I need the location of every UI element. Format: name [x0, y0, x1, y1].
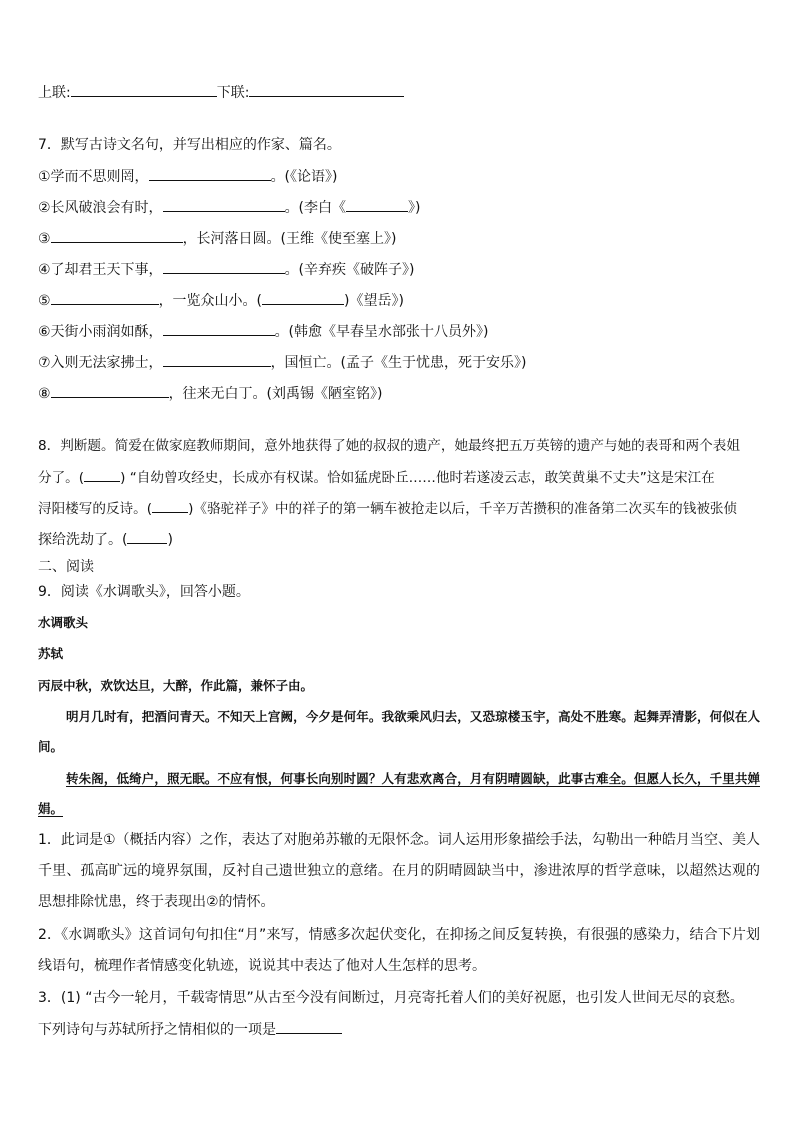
q7-item-7-blank[interactable]: [163, 352, 271, 367]
q8-answer-blank-1[interactable]: [84, 467, 120, 482]
lower-couplet-blank[interactable]: [249, 82, 404, 97]
q7-item-6-blank[interactable]: [163, 321, 275, 336]
couplet-line: [38, 82, 404, 103]
upper-couplet-blank[interactable]: [71, 82, 217, 97]
q7-item-7-pre: ⑦入则无法家拂士，: [38, 355, 163, 371]
lower-couplet-label: 下联:: [216, 85, 250, 101]
q7-item-4-blank[interactable]: [163, 259, 285, 274]
q7-item-1-post: 。(《论语》): [270, 169, 338, 185]
subquestion-3-answer-blank[interactable]: [276, 1019, 342, 1034]
subquestion-3-line-1: 3．(1) “古今一轮月，千载寄情思”从古至今没有间断过，月亮寄托着人们的美好祝愿，也引发人世间无尽的哀愁。: [38, 990, 744, 1006]
q8-answer-blank-3[interactable]: [127, 529, 167, 544]
q7-item-5-post2: )《望岳》): [344, 293, 404, 309]
subquestion-3-line-2: [38, 1019, 342, 1040]
q7-item-1-pre: ①学而不思则罔，: [38, 169, 149, 185]
q7-item-8-blank[interactable]: [51, 383, 169, 398]
q8-line-3b: )《骆驼祥子》中的祥子的第一辆车被抢走以后，千辛万苦攒积的准备第二次买车的钱被张侦: [188, 501, 738, 517]
q8-answer-blank-2[interactable]: [152, 498, 188, 513]
q7-item-7-post: ，国恒亡。(孟子《生于忧患，死于安乐》): [270, 355, 527, 371]
subquestion-2: 2．《水调歌头》这首词句句扣住“月”来写，情感多次起伏变化，在抑扬之间反复转换，有很强的感染力，结合下片划线语句，梳理作者情感变化轨迹，说说其中表达了他对人生怎样的思考。: [38, 927, 760, 974]
section-reading-heading: 二、阅读: [38, 559, 94, 575]
poem-stanza-2-underlined: 转朱阁，低绮户，照无眠。不应有恨，何事长向别时圆？人有悲欢离合，月有阴晴圆缺，此事古难全。但愿人长久，千里共婵娟。: [38, 771, 760, 816]
q7-item-3: [38, 228, 397, 249]
q7-title: 7．默写古诗文名句，并写出相应的作家、篇名。: [38, 137, 341, 153]
q7-item-4-pre: ④了却君王天下事，: [38, 262, 163, 278]
q7-item-2-title-blank[interactable]: [346, 197, 408, 212]
poem-stanza-2: [38, 764, 760, 824]
q7-item-2-post: 。(李白《: [284, 200, 347, 216]
q8-line-1: 8．判断题。简爱在做家庭教师期间，意外地获得了她的叔叔的遗产，她最终把五万英镑的遗产与她的表哥和两个表姐: [38, 438, 740, 454]
poem-title: 水调歌头: [38, 615, 89, 630]
poem-stanza-1: 明月几时有，把酒问青天。不知天上宫阙，今夕是何年。我欲乘风归去，又恐琼楼玉宇，高处不胜寒。起舞弄清影，何似在人间。: [38, 709, 760, 754]
q8-line-3: [38, 498, 737, 519]
subquestion-3-prompt: 下列诗句与苏轼所抒之情相似的一项是: [38, 1022, 276, 1038]
q7-item-2-pre: ②长风破浪会有时，: [38, 200, 163, 216]
q7-item-3-blank[interactable]: [51, 228, 183, 243]
q7-item-1: [38, 166, 338, 187]
q8-line-2a: 分了。(: [38, 470, 85, 486]
q7-item-2-blank[interactable]: [163, 197, 285, 212]
q7-item-8-pre: ⑧: [38, 386, 51, 402]
q7-item-6-pre: ⑥天街小雨润如酥，: [38, 324, 163, 340]
q7-item-6: [38, 321, 489, 342]
q8-line-3a: 浔阳楼写的反诗。(: [38, 501, 153, 517]
subquestion-1: 1．此词是①（概括内容）之作，表达了对胞弟苏辙的无限怀念。词人运用形象描绘手法，勾勒出一种皓月当空、美人千里、孤高旷远的境界氛围，反衬自己遗世独立的意绪。在月的阴晴圆缺当中，渗进浓厚的哲学意味，以超然达观的思想排除忧患，终于表现出②的情怀。: [38, 832, 760, 910]
q9-title: 9．阅读《水调歌头》，回答小题。: [38, 584, 250, 600]
q7-item-2-post2: 》): [408, 200, 421, 216]
q7-item-8-post: ，往来无白丁。(刘禹锡《陋室铭》): [168, 386, 383, 402]
upper-couplet-label: 上联:: [38, 85, 71, 101]
q8-line-4a: 探给洗劫了。(: [38, 532, 128, 548]
q7-item-3-pre: ③: [38, 231, 51, 247]
q7-item-4: [38, 259, 415, 280]
q7-item-6-post: 。(韩愈《早春呈水部张十八员外》): [274, 324, 489, 340]
q7-item-5-post: ，一览众山小。(: [158, 293, 263, 309]
q8-line-4: [38, 529, 173, 550]
q7-item-5-author-blank[interactable]: [262, 290, 344, 305]
q7-item-8: [38, 383, 383, 404]
q7-item-3-post: ，长河落日圆。(王维《使至塞上》): [182, 231, 397, 247]
poem-preface: 丙辰中秋，欢饮达旦，大醉，作此篇，兼怀子由。: [38, 678, 314, 693]
q7-item-7: [38, 352, 527, 373]
q7-item-1-blank[interactable]: [149, 166, 271, 181]
q7-item-4-post: 。(辛弃疾《破阵子》): [284, 262, 415, 278]
q7-item-5: [38, 290, 404, 311]
q8-line-4b: ): [167, 532, 173, 548]
q7-item-5-pre: ⑤: [38, 293, 51, 309]
q8-line-2b: ) “自幼曾攻经史，长成亦有权谋。恰如猛虎卧丘……他时若遂凌云志，敢笑黄巢不丈夫”这是宋江在: [120, 470, 715, 486]
q8-line-2: [38, 467, 715, 488]
poem-author: 苏轼: [38, 646, 64, 661]
q7-item-5-blank[interactable]: [51, 290, 159, 305]
q7-item-2: [38, 197, 421, 218]
